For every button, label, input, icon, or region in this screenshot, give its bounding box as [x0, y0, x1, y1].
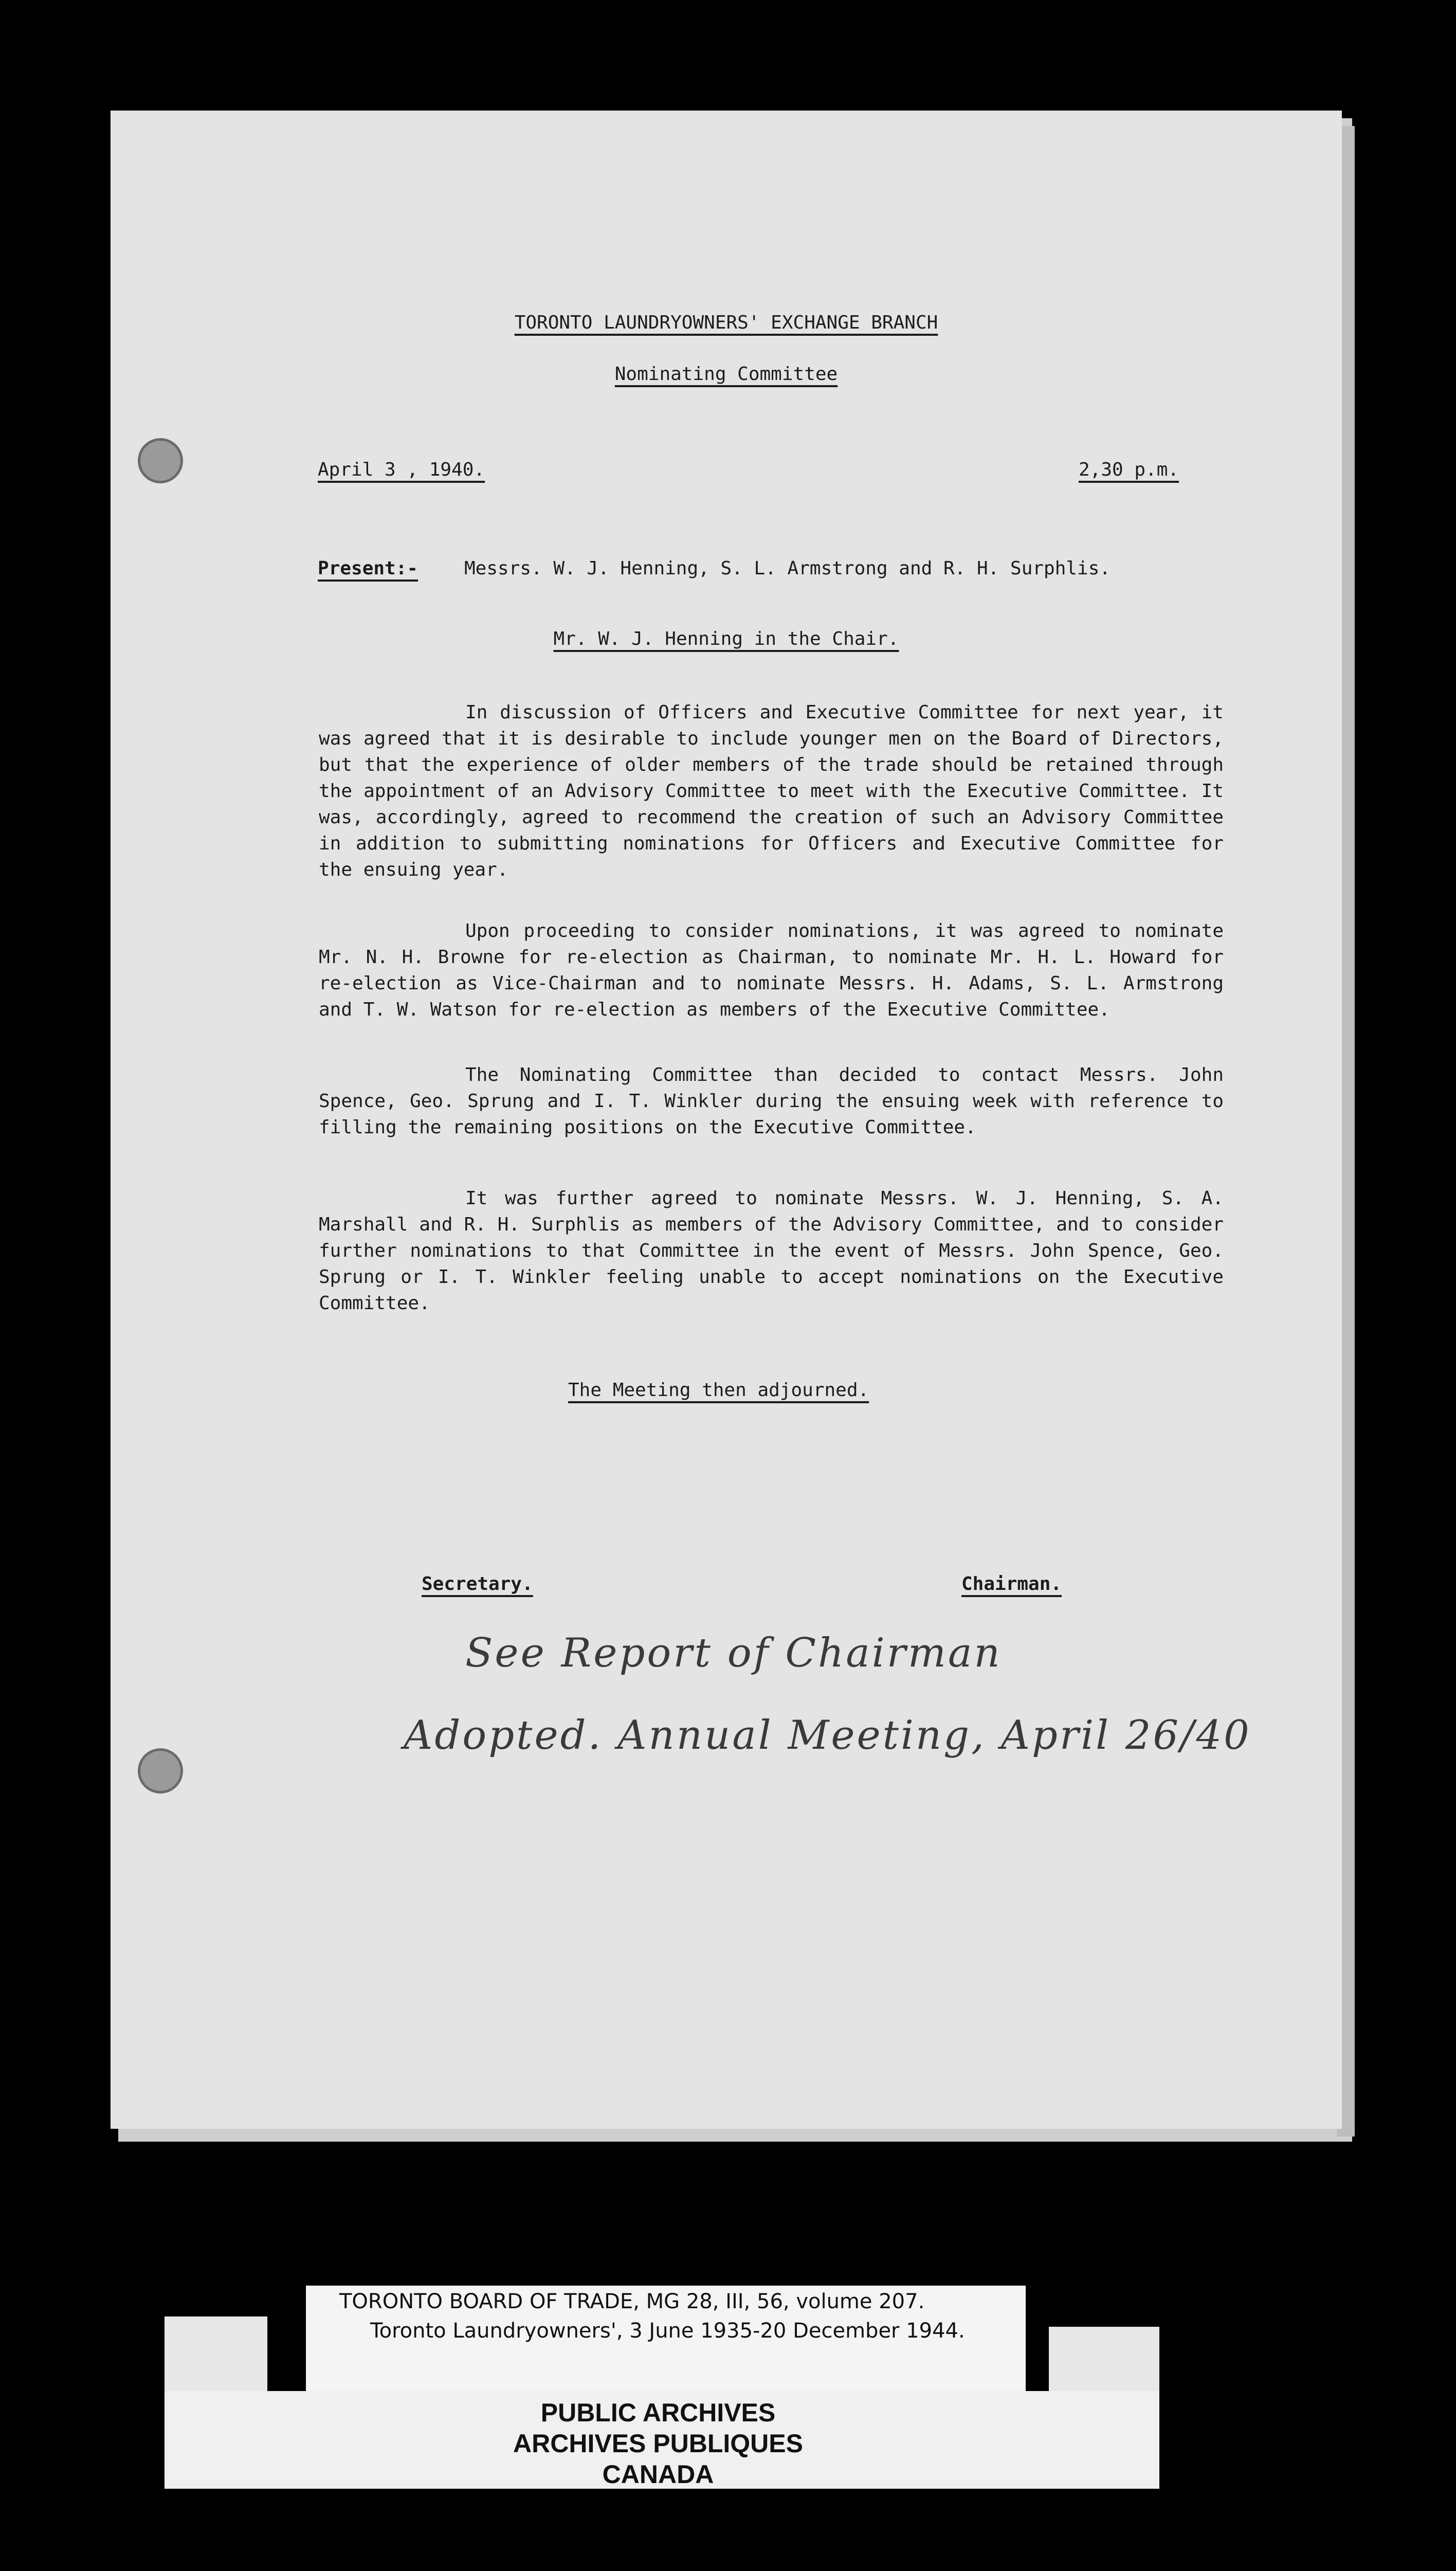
adjourned-line: The Meeting then adjourned. [568, 1380, 869, 1401]
archive-name-en: PUBLIC ARCHIVES [540, 2398, 776, 2427]
archive-reference-line-2: Toronto Laundryowners', 3 June 1935-20 December 1944. [370, 2319, 965, 2343]
archive-country: CANADA [602, 2460, 714, 2489]
archive-reference-line-1: TORONTO BOARD OF TRADE, MG 28, III, 56, volume 207. [339, 2290, 925, 2313]
chair-line: Mr. W. J. Henning in the Chair. [553, 628, 899, 649]
handwritten-note-report: See Report of Chairman [465, 1630, 1002, 1676]
paragraph-2: Upon proceeding to consider nominations, it was agreed to nominate Mr. N. H. Browne for re-election as Chairman, to nominate Mr. H. L. Howard for re-election as Vice-Chairman and to nominate Messrs. H. Adams, S. L. Armstrong and T. W. Watson for re-election as members of the Executive Committee. [319, 920, 1224, 1020]
secretary-label: Secretary. [422, 1573, 533, 1595]
punch-hole-bottom [138, 1748, 183, 1794]
paragraph-1: In discussion of Officers and Executive Committee for next year, it was agreed that it is desirable to include younger men on the Board of Directors, but that the experience of older members of the trade should be retained through the appointment of an Advisory Committee to meet with the Executive Committee. It was, accordingly, agreed to recommend the creation of such an Advisory Committee in addition to submitting nominations for Officers and Executive Committee for the ensuing year. [319, 702, 1224, 880]
present-names: Messrs. W. J. Henning, S. L. Armstrong and R. H. Surphlis. [464, 558, 1111, 579]
punch-hole-top [138, 438, 183, 483]
meeting-time: 2,30 p.m. [1079, 459, 1179, 480]
present-label: Present:- [318, 558, 418, 579]
chairman-label: Chairman. [961, 1573, 1062, 1595]
archive-name-fr: ARCHIVES PUBLIQUES [513, 2429, 803, 2458]
meeting-date: April 3 , 1940. [318, 459, 485, 480]
paragraph-3: The Nominating Committee than decided to contact Messrs. John Spence, Geo. Sprung and I. T. Winkler during the ensuing week with reference to filling the remaining positions on the Executive Committee. [319, 1064, 1224, 1138]
paragraph-4: It was further agreed to nominate Messrs. W. J. Henning, S. A. Marshall and R. H. Surphlis as members of the Advisory Committee, and to consider further nominations to that Committee in the event of Messrs. John Spence, Geo. Sprung or I. T. Winkler feeling unable to accept nominations on the Executive Committee. [319, 1188, 1224, 1314]
document-heading: TORONTO LAUNDRYOWNERS' EXCHANGE BRANCH [514, 312, 938, 333]
document-subheading: Nominating Committee [614, 364, 838, 385]
handwritten-note-adopted: Adopted. Annual Meeting, April 26/40 [404, 1712, 1251, 1759]
